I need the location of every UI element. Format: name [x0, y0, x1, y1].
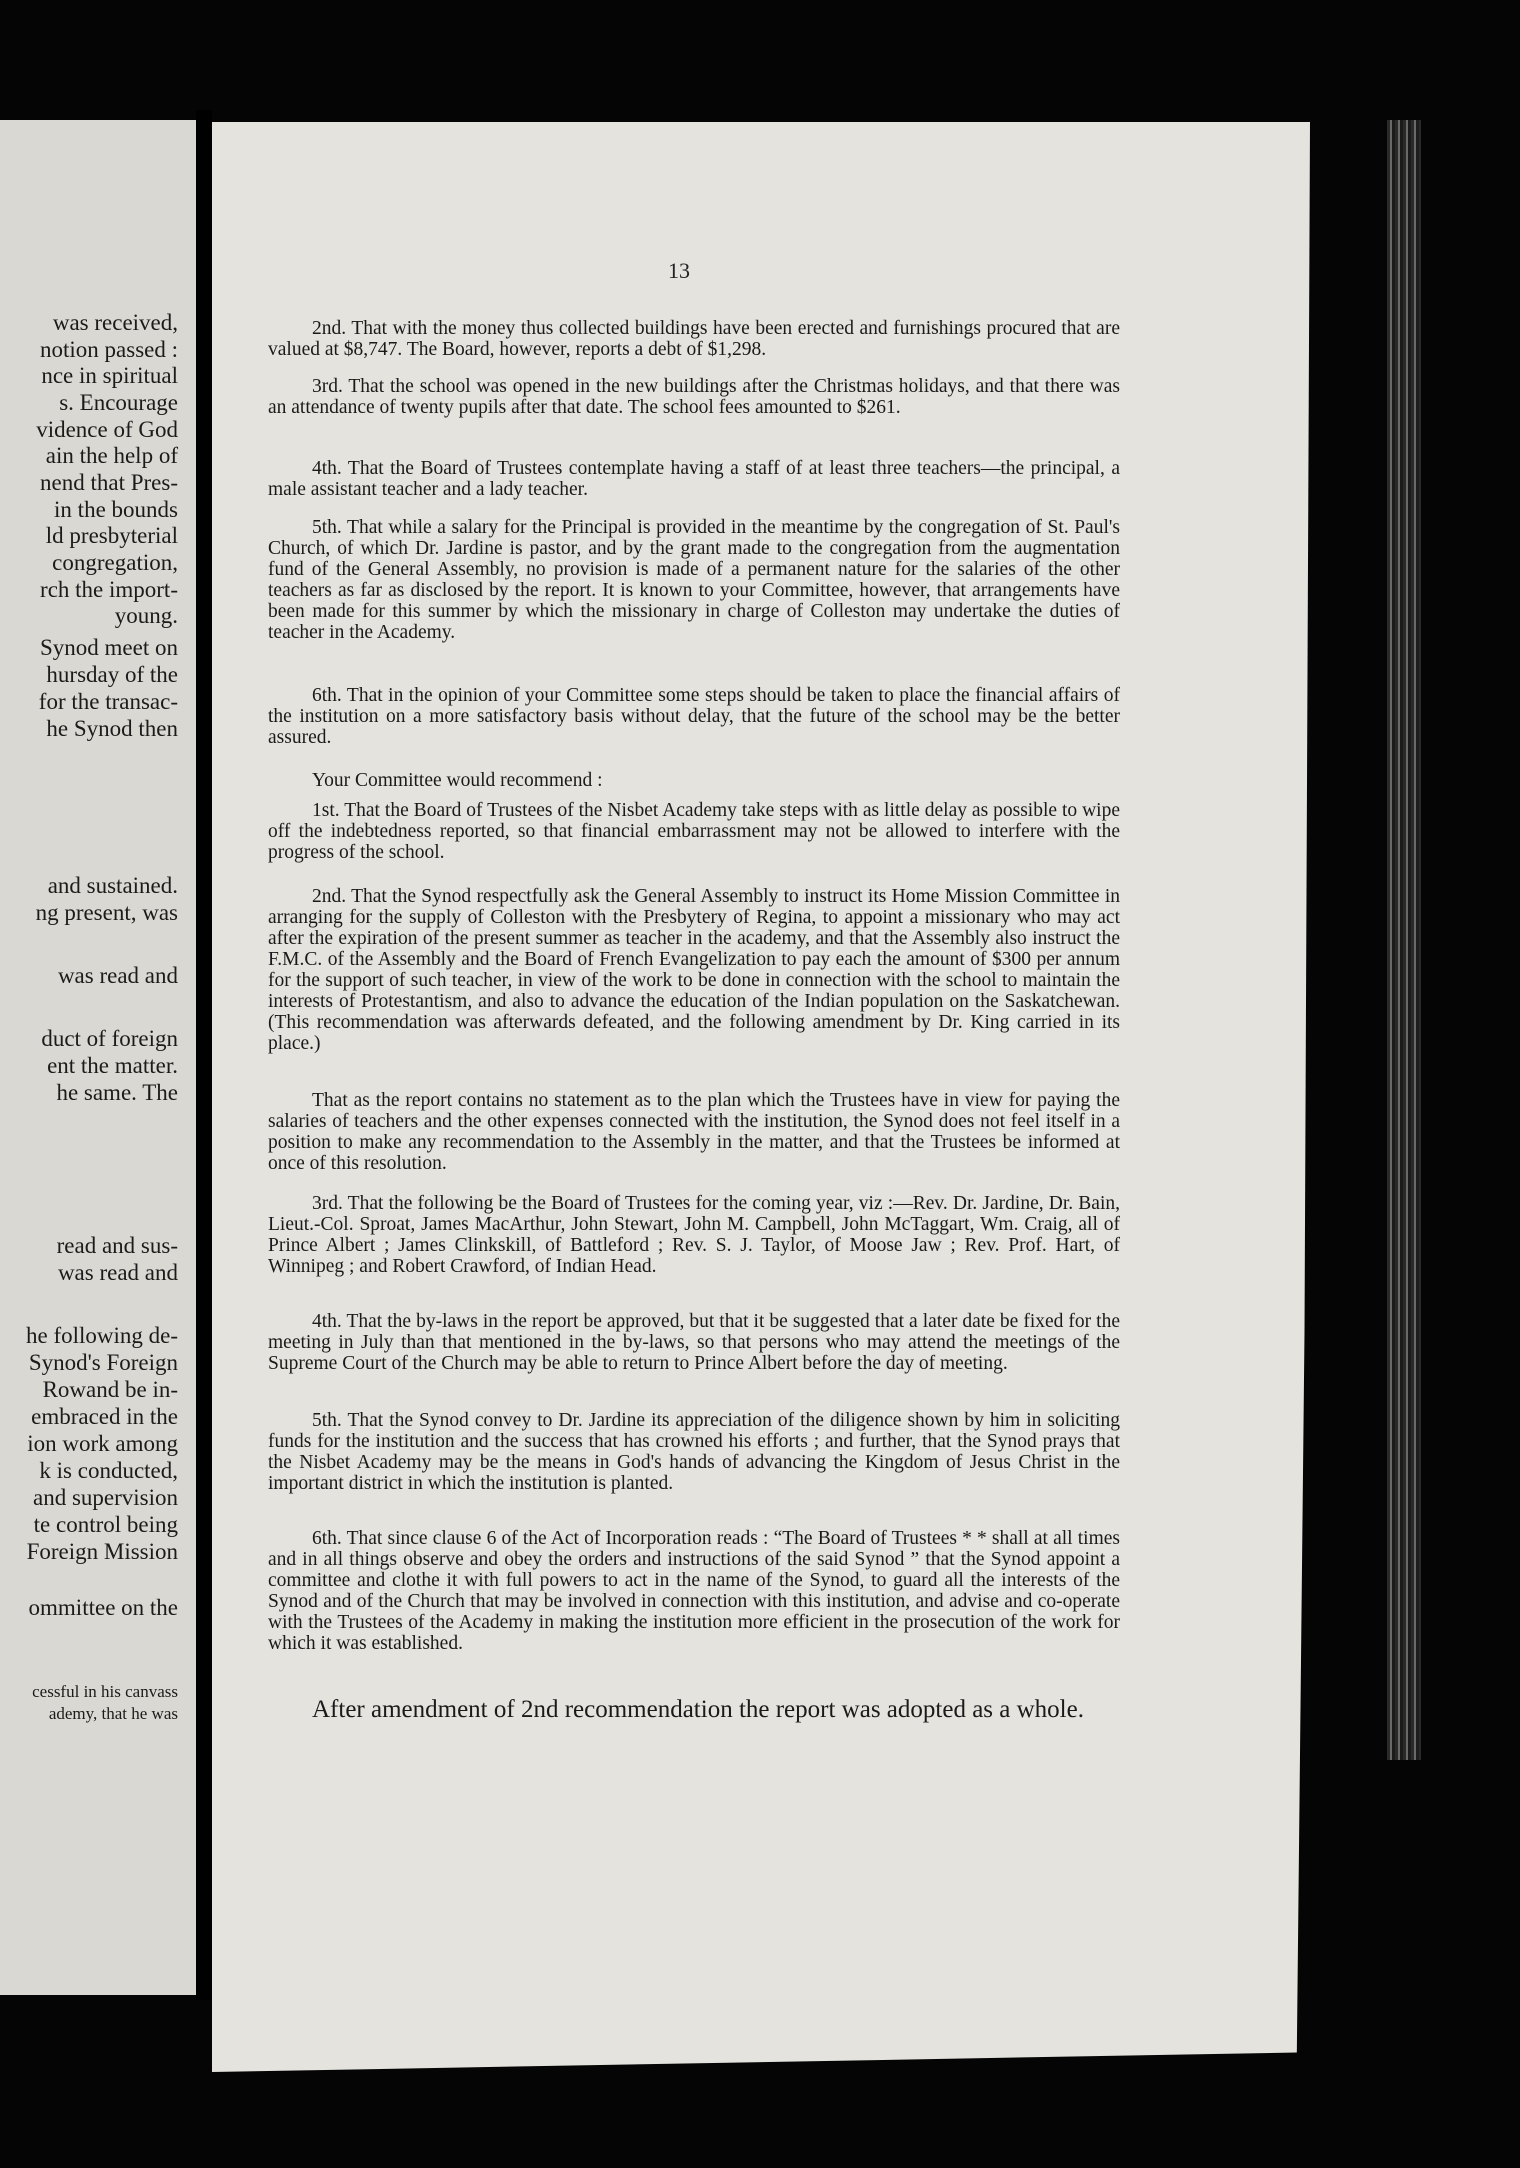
page-number: 13 [668, 258, 690, 283]
finding-5th: 5th. That while a salary for the Principal is provided in the meantime by the congregation of St. Paul's Church, of which Dr. Jardine is pastor, and by the grant made to the congregation from the augmentation fund of the General Assembly, no provision is made of a permanent nature for the salaries of the other teachers as far as disclosed by the report. It is known to your Committee, however, that arrangements have been made for this summer by which the missionary in charge of Colleston may undertake the duties of teacher in the Academy. [268, 517, 1120, 643]
left-page-line: ng present, was [35, 900, 178, 925]
finding-2nd: 2nd. That with the money thus collected buildings have been erected and furnishings procured that are valued at $8,747. The Board, however, reports a debt of $1,298. [268, 318, 1120, 360]
left-facing-page [0, 120, 196, 1995]
left-page-line: Rowand be in- [42, 1377, 178, 1402]
left-page-line: hursday of the [46, 662, 178, 687]
left-page-line: vidence of God [36, 417, 178, 442]
left-page-line: for the transac- [38, 689, 178, 714]
recommendation-4th: 4th. That the by-laws in the report be approved, but that it be suggested that a later date be fixed for the meeting in July than that mentioned in the by-laws, so that persons who may attend the meetings of the Supreme Court of the Church may be able to return to Prince Albert before the day of meeting. [268, 1311, 1120, 1374]
recommendation-3rd: 3rd. That the following be the Board of Trustees for the coming year, viz :—Rev. Dr. Jardine, Dr. Bain, Lieut.-Col. Sproat, James MacArthur, John Stewart, John M. Campbell, John McTaggart, Wm. Craig, all of Prince Albert ; James Clinkskill, of Battleford ; Rev. S. J. Taylor, of Moose Jaw ; Rev. Prof. Hart, of Winnipeg ; and Robert Crawford, of Indian Head. [268, 1193, 1120, 1277]
left-page-line: was received, [52, 310, 178, 335]
left-page-line: and sustained. [47, 873, 178, 898]
left-page-line: was read and [57, 963, 178, 988]
recommendation-6th: 6th. That since clause 6 of the Act of Incorporation reads : “The Board of Trustees * * shall at all times and in all things observe and obey the orders and instructions of the said Synod ” that the Synod appoint a committee and clothe it with full powers to act in the name of the Synod, to guard all the interests of the Synod and of the Church that may be involved in connection with this institution, and advise and co-operate with the Trustees of the Academy in making the institution more efficient in the prosecution of the work for which it was established. [268, 1528, 1120, 1654]
left-page-line: Synod's Foreign [28, 1350, 178, 1375]
final-statement: After amendment of 2nd recommendation the report was adopted as a whole. [312, 1696, 1084, 1723]
page-edges [1387, 120, 1421, 1760]
left-page-line: Foreign Mission [26, 1539, 178, 1564]
left-page-line: te control being [33, 1512, 178, 1537]
left-page-line: ademy, that he was [48, 1704, 178, 1723]
left-page-line: young. [114, 603, 178, 628]
recommendation-2nd: 2nd. That the Synod respectfully ask the General Assembly to instruct its Home Mission Committee in arranging for the supply of Colleston with the Presbytery of Regina, to appoint a missionary who may act after the expiration of the present summer as teacher in the academy, and that the Assembly also instruct the F.M.C. of the Assembly and the Board of French Evangelization to pay each the amount of $300 per annum for the support of such teacher, in view of the work to be done in connection with the school to maintain the interests of Protestantism, and also to advance the education of the Indian population on the Saskatchewan. (This recommendation was afterwards defeated, and the following amendment by Dr. King carried in its place.) [268, 886, 1120, 1054]
left-page-line: he Synod then [46, 716, 178, 741]
finding-4th: 4th. That the Board of Trustees contemplate having a staff of at least three teachers—the principal, a male assistant teacher and a lady teacher. [268, 458, 1120, 500]
recommendation-5th: 5th. That the Synod convey to Dr. Jardine its appreciation of the diligence shown by him in soliciting funds for the institution and the success that has crowned his efforts ; and further, that the Synod prays that the Nisbet Academy may be the means in God's hands of advancing the Kingdom of Jesus Christ in the important district in which the institution is planted. [268, 1410, 1120, 1494]
left-page-line: ent the matter. [47, 1053, 178, 1078]
recommend-heading: Your Committee would recommend : [312, 770, 603, 791]
left-page-line: rch the import- [40, 577, 178, 602]
left-page-line: congregation, [52, 550, 178, 575]
left-page-line: k is conducted, [39, 1458, 178, 1483]
left-page-line: cessful in his canvass [32, 1682, 178, 1701]
finding-6th: 6th. That in the opinion of your Committee some steps should be taken to place the financial affairs of the institution on a more satisfactory basis without delay, that the future of the school may be the better assured. [268, 685, 1120, 748]
left-page-line: Synod meet on [40, 635, 178, 660]
left-page-line: nend that Pres- [40, 470, 178, 495]
finding-3rd: 3rd. That the school was opened in the new buildings after the Christmas holidays, and that there was an attendance of twenty pupils after that date. The school fees amounted to $261. [268, 376, 1120, 418]
left-page-line: ain the help of [45, 443, 178, 468]
left-page-line: in the bounds [54, 497, 178, 522]
left-page-line: ommittee on the [28, 1595, 178, 1620]
left-page-line: he same. The [56, 1080, 178, 1105]
left-page-line: was read and [57, 1260, 178, 1285]
left-page-line: embraced in the [31, 1404, 178, 1429]
left-page-line: and supervision [32, 1485, 178, 1510]
left-page-line: s. Encourage [59, 390, 178, 415]
left-page-line: read and sus- [56, 1233, 178, 1258]
left-page-line: nce in spiritual [41, 363, 178, 388]
amendment: That as the report contains no statement as to the plan which the Trustees have in view for paying the salaries of teachers and the other expenses connected with the institution, the Synod does not feel itself in a position to make any recommendation to the Assembly in the matter, and that the Trustees be informed at once of this resolution. [268, 1090, 1120, 1174]
recommendation-1st: 1st. That the Board of Trustees of the Nisbet Academy take steps with as little delay as possible to wipe off the indebtedness reported, so that financial embarrassment may not be allowed to interfere with the progress of the school. [268, 800, 1120, 863]
left-page-line: he following de- [25, 1323, 178, 1348]
left-page-line: duct of foreign [41, 1026, 178, 1051]
book-gutter [196, 110, 212, 2000]
left-page-line: notion passed : [40, 337, 178, 362]
left-page-line: ion work among [27, 1431, 178, 1456]
left-page-line: ld presbyterial [45, 523, 178, 548]
